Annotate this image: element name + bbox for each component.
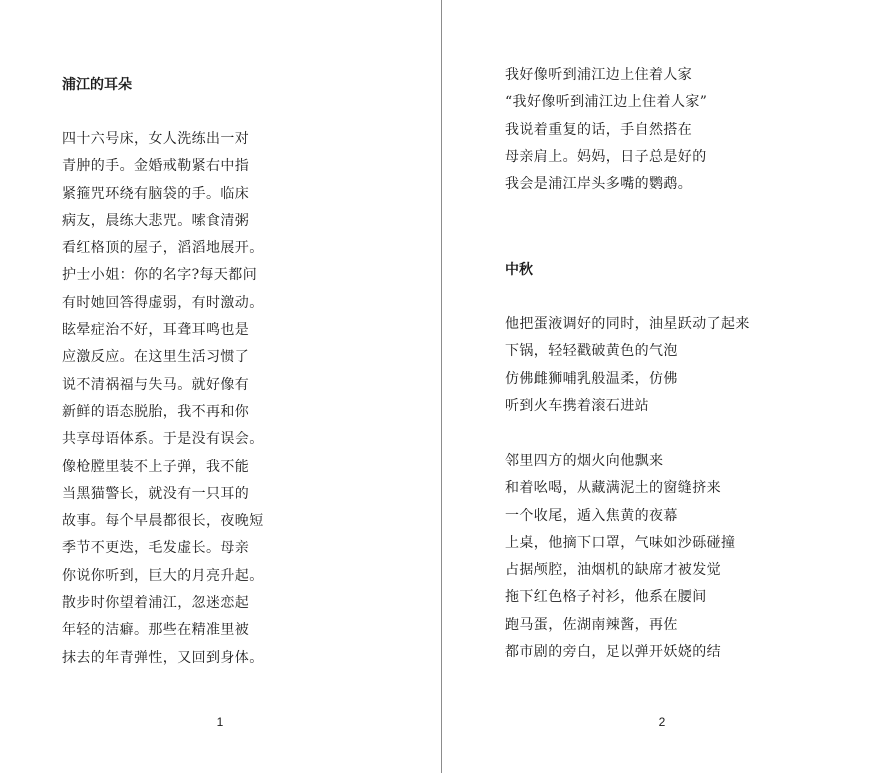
poem-line: 共享母语体系。于是没有误会。 (62, 431, 264, 448)
poem-line: 他把蛋液调好的同时，油星跃动了起来 (505, 316, 750, 332)
poem-line: 四十六号床，女人洗练出一对 (62, 131, 250, 147)
poem-line: 你说你听到，巨大的月亮升起。 (62, 567, 264, 584)
poem-line: 应激反应。在这里生活习惯了 (62, 349, 250, 366)
poem-stanza (505, 448, 735, 666)
poem-line: 跑马蛋，佐湖南辣酱，再佐 (505, 616, 678, 633)
poem-continuation (505, 62, 707, 198)
poem-line: 青肿的手。金婚戒勒紧右中指 (62, 158, 250, 175)
poem-line: 像枪膛里装不上子弹，我不能 (62, 458, 250, 475)
poem-line: 邻里四方的烟火向他飘来 (505, 453, 664, 469)
page-1 (0, 0, 441, 773)
poem-line: 我说着重复的话，手自然搭在 (505, 121, 693, 138)
poem-line: 说不清祸福与失马。就好像有 (62, 376, 250, 393)
poem-line: 仿佛雌狮哺乳般温柔，仿佛 (505, 370, 678, 387)
poem-line: 我会是浦江岸头多嘴的鹦鹉。 (505, 176, 693, 193)
poem-line: 年轻的洁癖。那些在精准里被 (62, 622, 250, 639)
poem-line: 当黑猫警长，就没有一只耳的 (62, 485, 250, 502)
poem-line: 散步时你望着浦江，忽迷恋起 (62, 595, 250, 612)
poem-line: 看红格顶的屋子，滔滔地展开。 (62, 240, 264, 257)
page-divider (441, 0, 442, 773)
poem-line: 下锅，轻轻戳破黄色的气泡 (505, 343, 678, 360)
poem-line: 季节不更迭，毛发虚长。母亲 (62, 540, 250, 557)
poem-line: 听到火车携着滚石进站 (505, 397, 649, 414)
poem-line: 一个收尾，遁入焦黄的夜幕 (505, 507, 678, 524)
poem-line: 新鲜的语态脱胎，我不再和你 (62, 403, 250, 420)
poem-line: 母亲肩上。妈妈，日子总是好的 (505, 148, 707, 165)
poem-stanza (62, 126, 264, 672)
poem-line: 都市剧的旁白，足以弹开妖娆的结 (505, 644, 721, 661)
poem-line: 上桌，他摘下口罩，气味如沙砾碰撞 (505, 534, 736, 551)
poem-line: 占据颅腔，油烟机的缺席才被发觉 (505, 562, 721, 579)
poem-line: “我好像听到浦江边上住着人家” (505, 94, 708, 111)
poem-title: 浦江的耳朵 (62, 77, 132, 93)
poem-line: 我好像听到浦江边上住着人家 (505, 67, 693, 83)
poem-line: 紧箍咒环绕有脑袋的手。临床 (62, 185, 250, 202)
poem-line: 和着吆喝，从藏满泥土的窗缝挤来 (505, 480, 721, 497)
poem-line: 眩晕症治不好，耳聋耳鸣也是 (62, 322, 250, 339)
poem-line: 拖下红色格子衬衫，他系在腰间 (505, 589, 707, 606)
poem-line: 抹去的年青弹性，又回到身体。 (62, 649, 264, 666)
poem-line: 故事。每个早晨都很长，夜晚短 (62, 513, 264, 530)
page-number: 1 (216, 715, 224, 729)
poem-title: 中秋 (505, 262, 533, 278)
poem-line: 病友，晨练大悲咒。嗦食清粥 (62, 212, 250, 229)
poem-line: 有时她回答得虚弱，有时激动。 (62, 294, 264, 311)
poem-stanza (505, 311, 750, 420)
poem-line: 护士小姐：你的名字?每天都问 (62, 267, 258, 284)
page-2 (443, 0, 883, 773)
page-number: 2 (658, 715, 666, 729)
